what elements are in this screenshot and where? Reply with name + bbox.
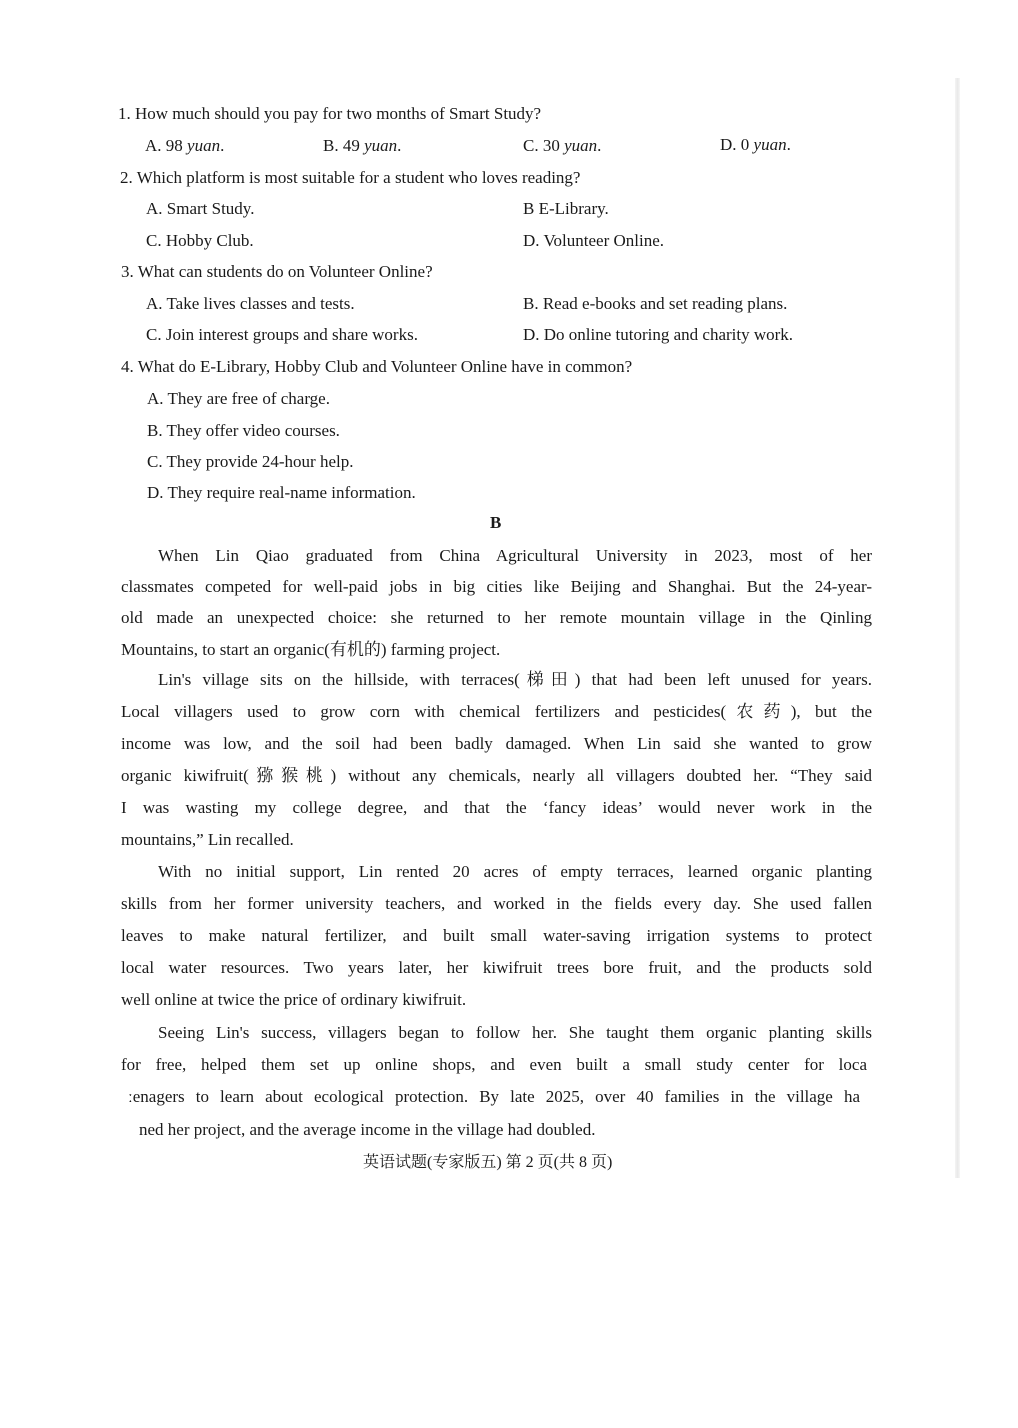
passage-line: local water resources. Two years later, her kiwifruit trees bore fruit, and the products sold [121,958,872,977]
passage-line: income was low, and the soil had been badly damaged. When Lin said she wanted to grow [121,734,872,753]
question-4-option-d: D. They require real-name information. [147,483,416,502]
question-1-option-c: C. 30 yuan. [523,136,602,155]
passage-line: classmates competed for well-paid jobs in big cities like Beijing and Shanghai. But the 24-year- [121,577,872,596]
question-2-option-c: C. Hobby Club. [146,231,254,250]
passage-line: Local villagers used to grow corn with chemical fertilizers and pesticides(农药), but the [121,702,872,721]
section-b-heading: B [490,513,502,532]
passage-line: I was wasting my college degree, and that the ‘fancy ideas’ would never work in the [121,798,872,817]
passage-line: When Lin Qiao graduated from China Agricultural University in 2023, most of her [158,546,872,565]
question-3-option-d: D. Do online tutoring and charity work. [523,325,794,344]
question-2-stem: 2. Which platform is most suitable for a student who loves reading? [120,168,581,187]
question-4-stem: 4. What do E-Library, Hobby Club and Volunteer Online have in common? [121,357,633,376]
question-3-option-a: A. Take lives classes and tests. [146,294,355,313]
passage-line: mountains,” Lin recalled. [121,830,294,849]
question-1-option-a: A. 98 yuan. [145,136,225,155]
passage-line: Lin's village sits on the hillside, with terraces(梯田) that had been left unused for years. [158,670,872,689]
passage-line: old made an unexpected choice: she returned to her remote mountain village in the Qinling [121,608,872,627]
passage-line: Mountains, to start an organic(有机的) farming project. [121,640,501,659]
question-4-option-b: B. They offer video courses. [147,421,340,440]
passage-line: leaves to make natural fertilizer, and built small water-saving irrigation systems to protect [121,926,872,945]
question-1-stem: 1. How much should you pay for two months of Smart Study? [118,104,542,123]
passage-line: Seeing Lin's success, villagers began to follow her. She taught them organic planting skills [158,1023,872,1042]
question-1-option-b: B. 49 yuan. [323,136,402,155]
passage-line: well online at twice the price of ordinary kiwifruit. [121,990,467,1009]
question-4-option-a: A. They are free of charge. [147,389,330,408]
question-4-option-c: C. They provide 24-hour help. [147,452,354,471]
question-2-option-d: D. Volunteer Online. [523,231,665,250]
question-3-option-c: C. Join interest groups and share works. [146,325,418,344]
page-footer: 英语试题(专家版五) 第 2 页(共 8 页) [363,1154,613,1171]
passage-line: skills from her former university teachers, and worked in the fields every day. She used fallen [121,894,872,913]
passage-line: ned her project, and the average income in the village had doubled. [139,1120,596,1139]
passage-line: organic kiwifruit(猕猴桃) without any chemicals, nearly all villagers doubted her. “They said [121,766,872,785]
question-2-option-b: B E-Library. [523,199,609,218]
passage-line: ːenagers to learn about ecological protection. By late 2025, over 40 families in the village ha [128,1087,860,1106]
question-2-option-a: A. Smart Study. [146,199,255,218]
question-3-option-b: B. Read e-books and set reading plans. [523,294,788,313]
passage-line: for free, helped them set up online shops, and even built a small study center for loca [121,1055,867,1074]
passage-line: With no initial support, Lin rented 20 acres of empty terraces, learned organic planting [158,862,872,881]
question-1-option-d: D. 0 yuan. [720,135,791,154]
question-3-stem: 3. What can students do on Volunteer Online? [121,262,433,281]
